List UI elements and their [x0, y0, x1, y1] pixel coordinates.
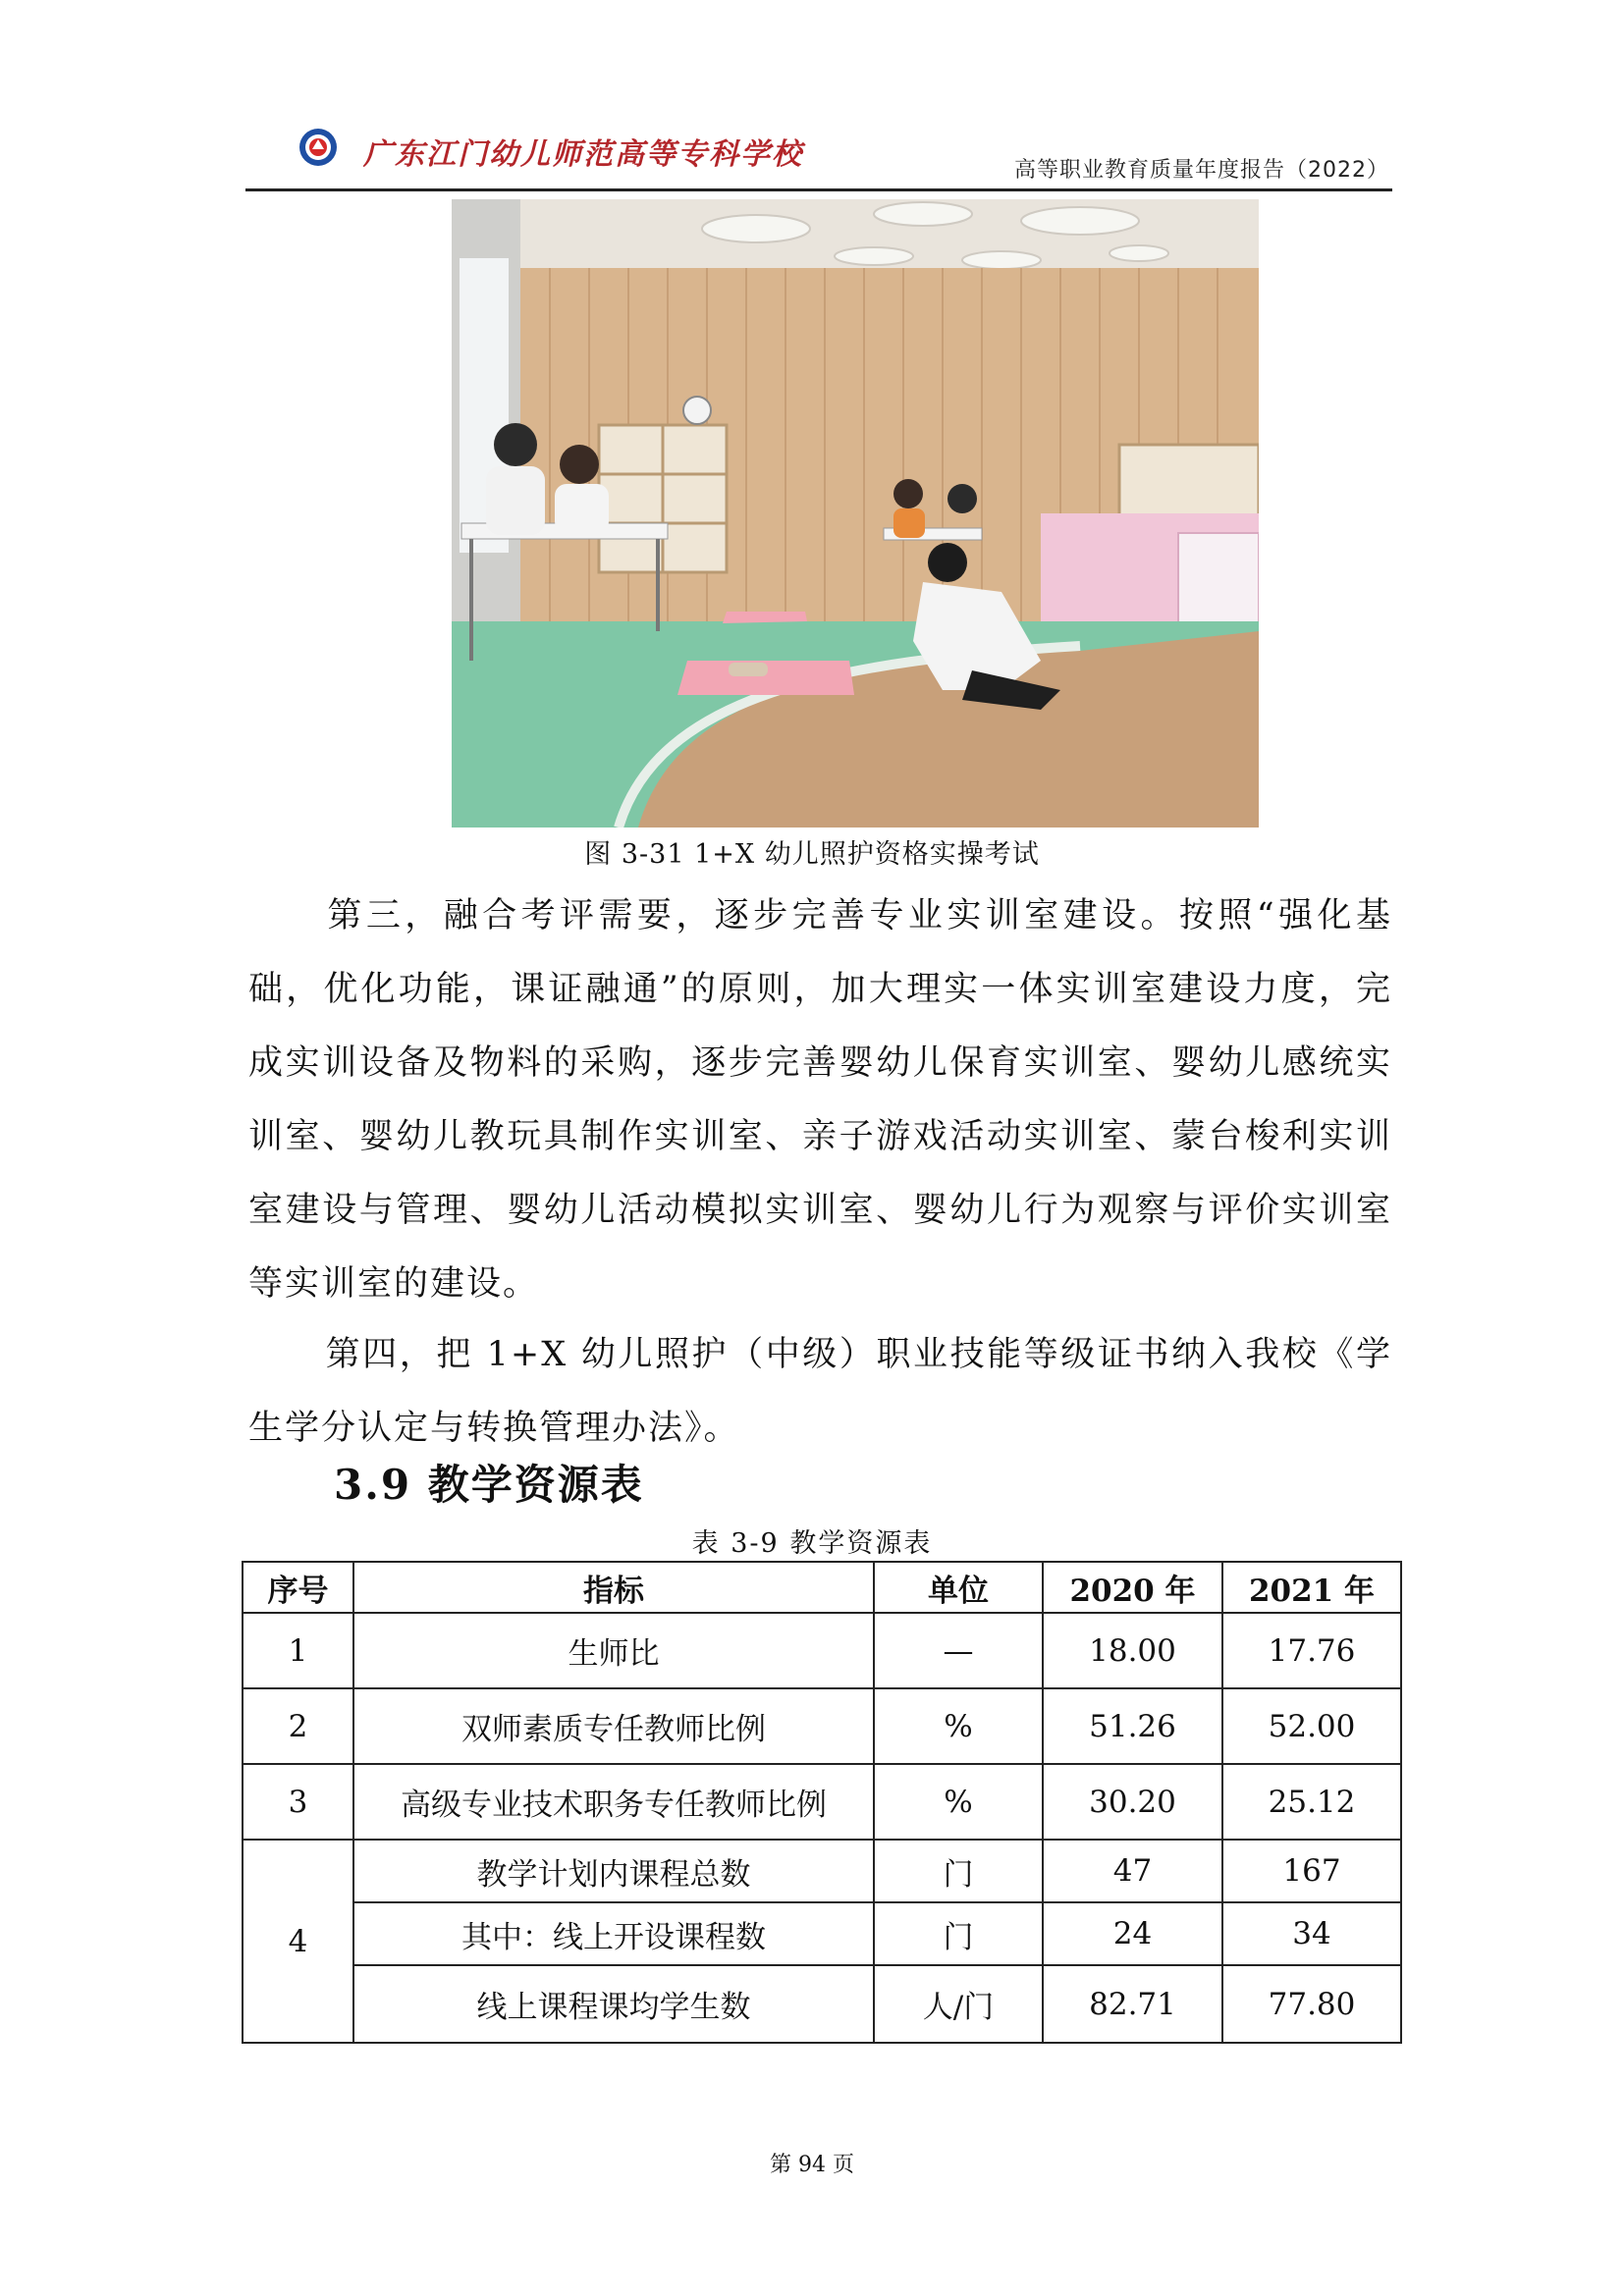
teaching-resources-table [242, 1561, 1402, 2044]
paragraph-text: 第三，融合考评需要，逐步完善专业实训室建设。按照“强化基础，优化功能，课证融通”的原则，加大理实一体实训室建设力度，完成实训设备及物料的采购，逐步完善婴幼儿保育实训室、婴幼儿感统实训室、婴幼儿教玩具制作实训室、亲子游戏活动实训室、蒙台梭利实训室建设与管理、婴幼儿活动模拟实训室、婴幼儿行为观察与评价实训室等实训室的建设。 [248, 896, 1392, 1304]
cell-no: 3 [243, 1764, 353, 1840]
header-cell-unit: 单位 [874, 1562, 1043, 1613]
cell-indicator: 教学计划内课程总数 [353, 1840, 874, 1902]
report-title: 高等职业教育质量年度报告（2022） [1014, 158, 1389, 183]
cell-no: 1 [243, 1613, 353, 1688]
table-row [243, 1965, 1401, 2043]
cell-unit: — [874, 1613, 1043, 1688]
table-row [243, 1764, 1401, 1840]
table-row [243, 1613, 1401, 1688]
paragraph-text: 第四，把 1+X 幼儿照护（中级）职业技能等级证书纳入我校《学生学分认定与转换管理办法》。 [248, 1335, 1392, 1448]
cell-2021: 52.00 [1222, 1688, 1401, 1764]
cell-unit: % [874, 1688, 1043, 1764]
table-header-row [243, 1562, 1401, 1613]
cell-2020: 30.20 [1043, 1764, 1222, 1840]
cell-no: 4 [243, 1840, 353, 2043]
cell-indicator: 其中：线上开设课程数 [353, 1902, 874, 1965]
cell-unit: 人/门 [874, 1965, 1043, 2043]
paragraph-certificate [248, 1318, 1392, 1466]
cell-2020: 24 [1043, 1902, 1222, 1965]
header-cell-2021: 2021 年 [1222, 1562, 1401, 1613]
cell-2021: 34 [1222, 1902, 1401, 1965]
page-header [245, 118, 1389, 196]
header-divider [245, 188, 1392, 191]
cell-2021: 17.76 [1222, 1613, 1401, 1688]
cell-2021: 25.12 [1222, 1764, 1401, 1840]
cell-indicator: 高级专业技术职务专任教师比例 [353, 1764, 874, 1840]
cell-indicator: 线上课程课均学生数 [353, 1965, 874, 2043]
cell-no: 2 [243, 1688, 353, 1764]
table-row [243, 1688, 1401, 1764]
table-row [243, 1902, 1401, 1965]
cell-2020: 51.26 [1043, 1688, 1222, 1764]
school-logo-icon [298, 128, 338, 167]
section-heading: 3.9 教学资源表 [334, 1461, 644, 1509]
header-cell-indicator: 指标 [353, 1562, 874, 1613]
exam-photo [452, 199, 1259, 828]
cell-unit: % [874, 1764, 1043, 1840]
table-row [243, 1840, 1401, 1902]
cell-2020: 47 [1043, 1840, 1222, 1902]
cell-unit: 门 [874, 1902, 1043, 1965]
cell-indicator: 双师素质专任教师比例 [353, 1688, 874, 1764]
figure-caption: 图 3-31 1+X 幼儿照护资格实操考试 [584, 839, 1040, 870]
header-cell-no: 序号 [243, 1562, 353, 1613]
cell-2020: 82.71 [1043, 1965, 1222, 2043]
header-cell-2020: 2020 年 [1043, 1562, 1222, 1613]
cell-2021: 167 [1222, 1840, 1401, 1902]
school-name: 广东江门幼儿师范高等专科学校 [363, 137, 803, 172]
cell-indicator: 生师比 [353, 1613, 874, 1688]
cell-2020: 18.00 [1043, 1613, 1222, 1688]
cell-2021: 77.80 [1222, 1965, 1401, 2043]
page-number: 第 94 页 [770, 2153, 854, 2177]
table-caption: 表 3-9 教学资源表 [691, 1528, 933, 1559]
cell-unit: 门 [874, 1840, 1043, 1902]
paragraph-training-rooms [248, 880, 1392, 1321]
